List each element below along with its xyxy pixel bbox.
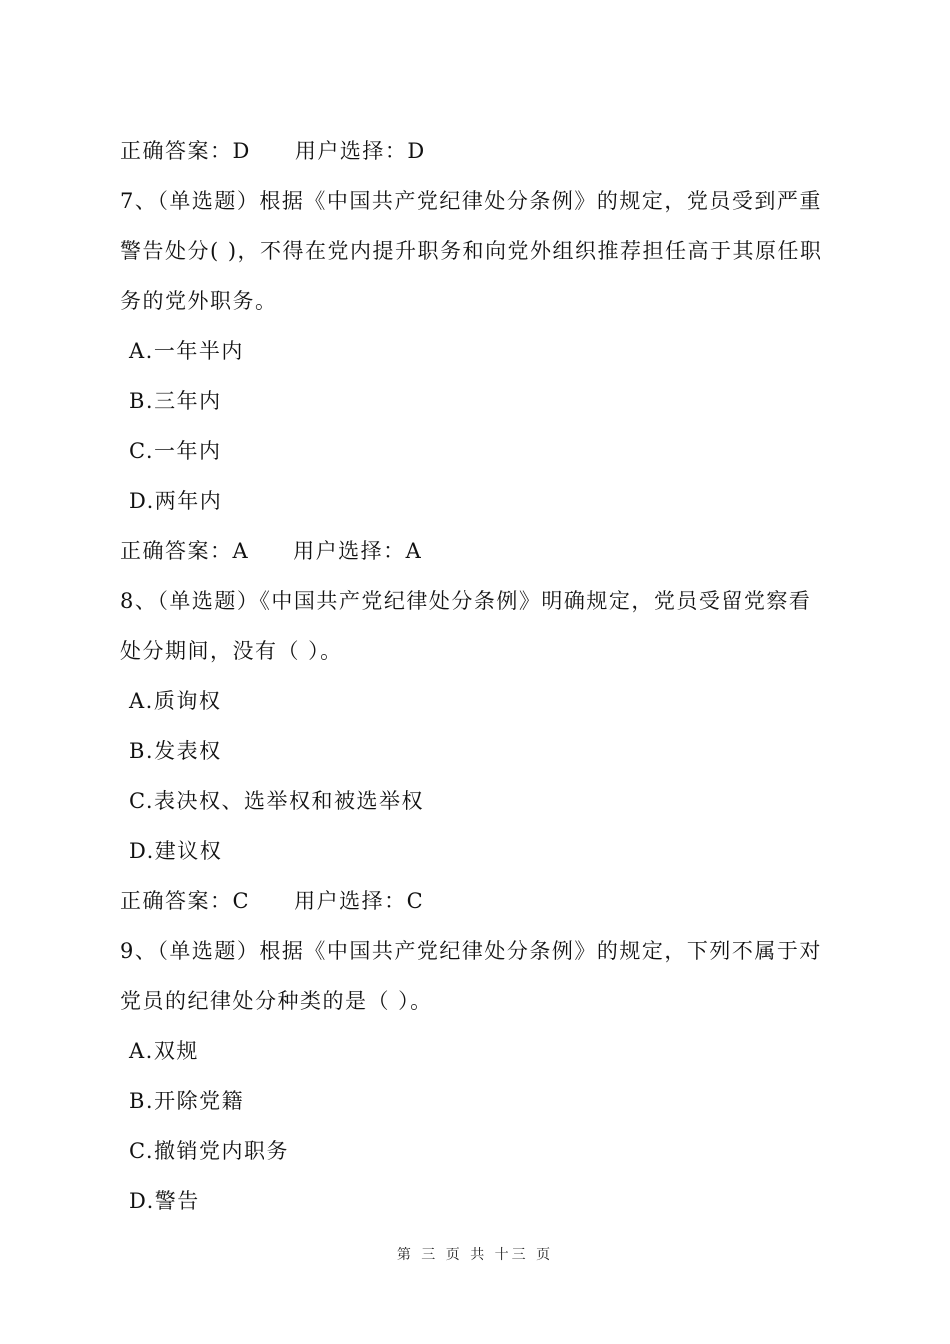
correct-answer: 正确答案：A [120, 539, 250, 563]
option-b: B.三年内 [129, 389, 222, 413]
option-d: D.建议权 [129, 839, 223, 863]
question-text-line: 处分期间，没有（ ）。 [120, 639, 343, 663]
option-a: A.双规 [129, 1039, 199, 1063]
option-b: B.开除党籍 [129, 1089, 245, 1113]
user-choice: 用户选择：C [294, 889, 425, 913]
option-c: C.一年内 [129, 439, 222, 463]
answer-line [120, 526, 840, 576]
question-text-line: 警告处分( )，不得在党内提升职务和向党外组织推荐担任高于其原任职 [120, 239, 823, 263]
correct-answer: 正确答案：D [120, 139, 251, 163]
user-choice: 用户选择：D [294, 139, 426, 163]
option-c: C.表决权、选举权和被选举权 [129, 789, 424, 813]
option-d: D.两年内 [129, 489, 223, 513]
answer-line-q6 [120, 126, 840, 176]
question-text-line: 务的党外职务。 [120, 289, 278, 313]
user-choice: 用户选择：A [293, 539, 423, 563]
option-c: C.撤销党内职务 [129, 1139, 289, 1163]
question-text-line: 7、（单选题）根据《中国共产党纪律处分条例》的规定，党员受到严重 [120, 189, 822, 213]
question-text-line: 8、（单选题）《中国共产党纪律处分条例》明确规定，党员受留党察看 [120, 589, 812, 613]
correct-answer: 正确答案：C [120, 889, 251, 913]
option-a: A.一年半内 [129, 339, 244, 363]
question-text-line: 党员的纪律处分种类的是（ ）。 [120, 989, 433, 1013]
option-a: A.质询权 [129, 689, 222, 713]
page-content [120, 126, 840, 1226]
option-b: B.发表权 [129, 739, 222, 763]
option-d: D.警告 [129, 1189, 200, 1213]
question-8 [120, 576, 840, 926]
page-footer: 第 三 页 共 十三 页 [396, 1247, 554, 1263]
question-text-line: 9、（单选题）根据《中国共产党纪律处分条例》的规定，下列不属于对 [120, 939, 822, 963]
question-9 [120, 926, 840, 1226]
answer-line [120, 876, 840, 926]
question-7 [120, 176, 840, 576]
